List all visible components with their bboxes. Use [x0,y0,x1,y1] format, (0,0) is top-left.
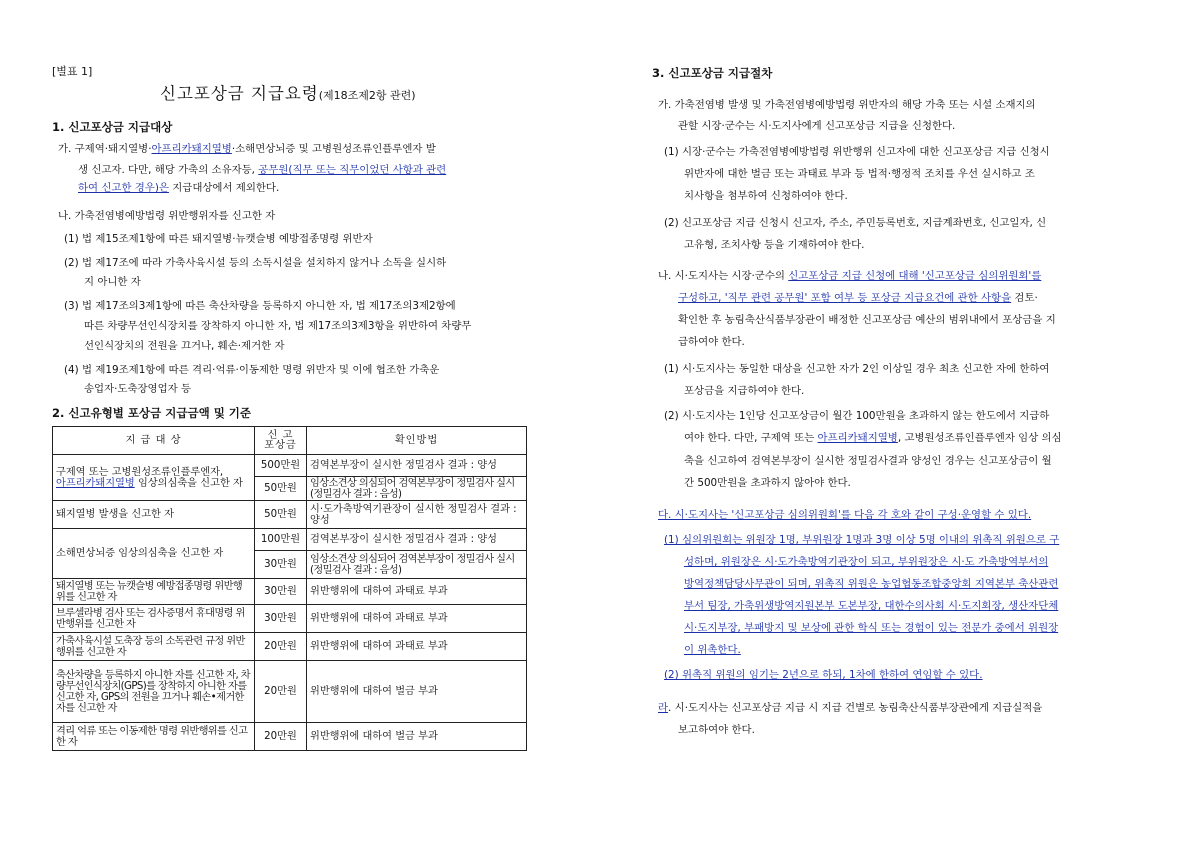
s3-da-item1-line6: 이 위촉한다. [684,644,741,656]
s3-da-item1-line5: 시·도지부장, 부패방지 및 보상에 관한 학식 또는 경험이 있는 전문가 중에서 위원장 [684,622,1059,634]
s1-na: 나. 가축전염병예방법령 위반행위자를 신고한 자 [58,210,276,222]
row5-amount: 30만원 [255,605,307,633]
s1-item-3b: 따른 차량무선인식장치를 장착하지 아니한 자, 법 제17조의3제3항을 위반하여 차량무 [84,320,472,332]
s3-na-item1-line1: (1) 시·도지사는 동일한 대상을 신고한 자가 2인 이상일 경우 최초 신고한 자에 한하여 [664,363,1050,375]
row2-amount: 50만원 [255,501,307,529]
s1-ga-line2: 생 신고자. 다만, 해당 가축의 소유자등, 공무원(직무 또는 직무이었던 사항과 관련 [78,164,447,176]
s3-ga-item1-line2: 위반자에 대한 벌금 또는 과태료 부과 등 법적·행정적 조치를 우선 실시하고 조 [684,168,1035,180]
section-2-heading: 2. 신고유형별 포상금 지급금액 및 기준 [52,406,252,420]
title-subtitle: (제18조제2항 관련) [318,89,416,102]
section-1-heading: 1. 신고포상금 지급대상 [52,120,173,134]
row3b-amount: 30만원 [255,551,307,579]
s3-da: 다. 시·도지사는 '신고포상금 심의위원회'를 다음 각 호와 같이 구성·운영할 수 있다. [658,509,1032,521]
row1a-amount: 500만원 [255,455,307,477]
s3-da-item1-line2: 성하며, 위원장은 시·도가축방역기관장이 되고, 부위원장은 시·도 가축방역부서의 [684,556,1049,568]
row4-target: 돼지열병 또는 뉴캣슬병 예방접종명령 위반행위를 신고한 자 [53,579,255,605]
s3-ga-item2-line2: 고유형, 조치사항 등을 기재하여야 한다. [684,239,865,251]
s1-item-3a: (3) 법 제17조의3제1항에 따른 축산차량을 등록하지 아니한 자, 법 제17조의3제2항에 [64,300,456,312]
row3a-amount: 100만원 [255,529,307,551]
s3-ga-item1-line3: 치사항을 첨부하여 신청하여야 한다. [684,190,848,202]
s1-item-2a: (2) 법 제17조에 따라 가축사육시설 등의 소독시설을 설치하지 않거나 소독을 실시하 [64,257,447,269]
row6-amount: 20만원 [255,633,307,661]
table-header-row [53,427,527,455]
table-row [53,723,527,751]
table-row [53,579,527,605]
s3-da-item2: (2) 위촉직 위원의 임기는 2년으로 하되, 1차에 한하여 연임할 수 있다. [664,669,983,681]
s1-ga-line1: 가. 구제역·돼지열병·아프리카돼지열병·소해면상뇌증 및 고병원성조류인플루엔자 발 [58,143,436,155]
s1-item-4b: 송업자·도축장영업자 등 [84,383,191,395]
row2-target: 돼지열병 발생을 신고한 자 [53,501,255,529]
row7-target: 축산차량을 등록하지 아니한 자를 신고한 자, 차량무선인식장치(GPS)를 장착하지 아니한 자를 신고한 자, GPS의 전원을 끄거나 훼손•제거한 자를 신고한 자 [53,661,255,723]
row6-method: 위반행위에 대하여 과태료 부과 [307,633,527,661]
s3-ra-line1: 라. 시·도지사는 신고포상금 지급 시 지급 건별로 농림축산식품부장관에게 지급실적을 [658,702,1043,714]
s3-ra-line2: 보고하여야 한다. [678,724,755,736]
row7-method: 위반행위에 대하여 벌금 부과 [307,661,527,723]
page-title: 신고포상금 지급요령(제18조제2항 관련) [160,84,416,103]
table-row [53,455,527,477]
row8-amount: 20만원 [255,723,307,751]
s3-ga-line2: 관할 시장·군수는 시·도지사에게 신고포상금 지급을 신청한다. [678,120,956,132]
row8-target: 격리 억류 또는 이동제한 명령 위반행위를 신고한 자 [53,723,255,751]
row8-method: 위반행위에 대하여 벌금 부과 [307,723,527,751]
row1-target: 구제역 또는 고병원성조류인플루엔자, 아프리카돼지열병 임상의심축을 신고한 자 [53,455,255,501]
s3-na-line2: 구성하고, '직무 관련 공무원' 포함 여부 등 포상금 지급요건에 관한 사항을 검토· [678,292,1038,304]
row1b-method: 임상소견상 의심되어 검역본부장이 정밀검사 실시(정밀검사 결과 : 음성) [307,477,527,501]
row5-method: 위반행위에 대하여 과태료 부과 [307,605,527,633]
header-method: 확인방법 [307,427,527,455]
s1-item-3c: 선인식장치의 전원을 끄거나, 훼손·제거한 자 [84,340,285,352]
s3-na-item1-line2: 포상금을 지급하여야 한다. [684,385,805,397]
s3-na-item2-line1: (2) 시·도지사는 1인당 신고포상금이 월간 100만원을 초과하지 않는 한도에서 지급하 [664,410,1050,422]
row1a-method: 검역본부장이 실시한 정밀검사 결과 : 양성 [307,455,527,477]
table-row [53,529,527,551]
s3-na-item2-line3: 축을 신고하여 검역본부장이 실시한 정밀검사결과 양성인 경우는 신고포상금이 월 [684,455,1052,467]
row3a-method: 검역본부장이 실시한 정밀검사 결과 : 양성 [307,529,527,551]
s3-da-item1-line1: (1) 심의위원회는 위원장 1명, 부위원장 1명과 3명 이상 5명 이내의 위촉직 위원으로 구 [664,534,1060,546]
row4-method: 위반행위에 대하여 과태료 부과 [307,579,527,605]
row1b-amount: 50만원 [255,477,307,501]
table-row [53,605,527,633]
s1-ga-line3: 하여 신고한 경우)은 지급대상에서 제외한다. [78,182,280,194]
s3-na-item2-line2: 여야 한다. 다만, 구제역 또는 아프리카돼지열병, 고병원성조류인플루엔자 임상 의심 [684,432,1062,444]
s3-da-item1-line4: 부서 팀장, 가축위생방역지원본부 도본부장, 대한수의사회 시·도지회장, 생산자단체 [684,600,1059,612]
table-row [53,661,527,723]
annex-label: [별표 1] [52,65,93,78]
s1-item-1: (1) 법 제15조제1항에 따른 돼지열병·뉴캣슬병 예방접종명령 위반자 [64,233,373,245]
header-amount: 신 고 포상금 [255,427,307,455]
row3b-method: 임상소견상 의심되어 검역본부장이 정밀검사 실시(정밀검사 결과 : 음성) [307,551,527,579]
s3-ga-line1: 가. 가축전염병 발생 및 가축전염병예방법령 위반자의 해당 가축 또는 시설 소재지의 [658,99,1036,111]
row3-target: 소해면상뇌증 임상의심축을 신고한 자 [53,529,255,579]
row6-target: 가축사육시설 도축장 등의 소독관련 규정 위반행위를 신고한 자 [53,633,255,661]
table-row [53,633,527,661]
s3-ga-item2-line1: (2) 신고포상금 지급 신청시 신고자, 주소, 주민등록번호, 지급계좌번호, 신고일자, 신 [664,217,1047,229]
row2-method: 시·도가축방역기관장이 실시한 정밀검사 결과 : 양성 [307,501,527,529]
row5-target: 브루셀라병 검사 또는 검사증명서 휴대명령 위반행위를 신고한 자 [53,605,255,633]
row4-amount: 30만원 [255,579,307,605]
s1-item-4a: (4) 법 제19조제1항에 따른 격리·억류·이동제한 명령 위반자 및 이에 협조한 가축운 [64,364,440,376]
s3-na-item2-line4: 간 500만원을 초과하지 않아야 한다. [684,477,851,489]
section-3-heading: 3. 신고포상금 지급절차 [652,66,773,80]
s3-na-line4: 급하여야 한다. [678,336,745,348]
s3-ga-item1-line1: (1) 시장·군수는 가축전염병예방법령 위반행위 신고자에 대한 신고포상금 지급 신청시 [664,146,1050,158]
s1-item-2b: 지 아니한 자 [84,276,141,288]
header-target: 지 급 대 상 [53,427,255,455]
reward-table [52,426,527,751]
s3-na-line3: 확인한 후 농림축산식품부장관이 배정한 신고포상금 예산의 범위내에서 포상금을 지 [678,314,1056,326]
table-row [53,501,527,529]
s3-na-line1: 나. 시·도지사는 시장·군수의 신고포상금 지급 신청에 대해 '신고포상금 심의위원회'를 [658,270,1042,282]
s3-da-item1-line3: 방역정책담당사무관이 되며, 위촉직 위원은 농업협동조합중앙회 지역본부 축산관련 [684,578,1059,590]
row7-amount: 20만원 [255,661,307,723]
